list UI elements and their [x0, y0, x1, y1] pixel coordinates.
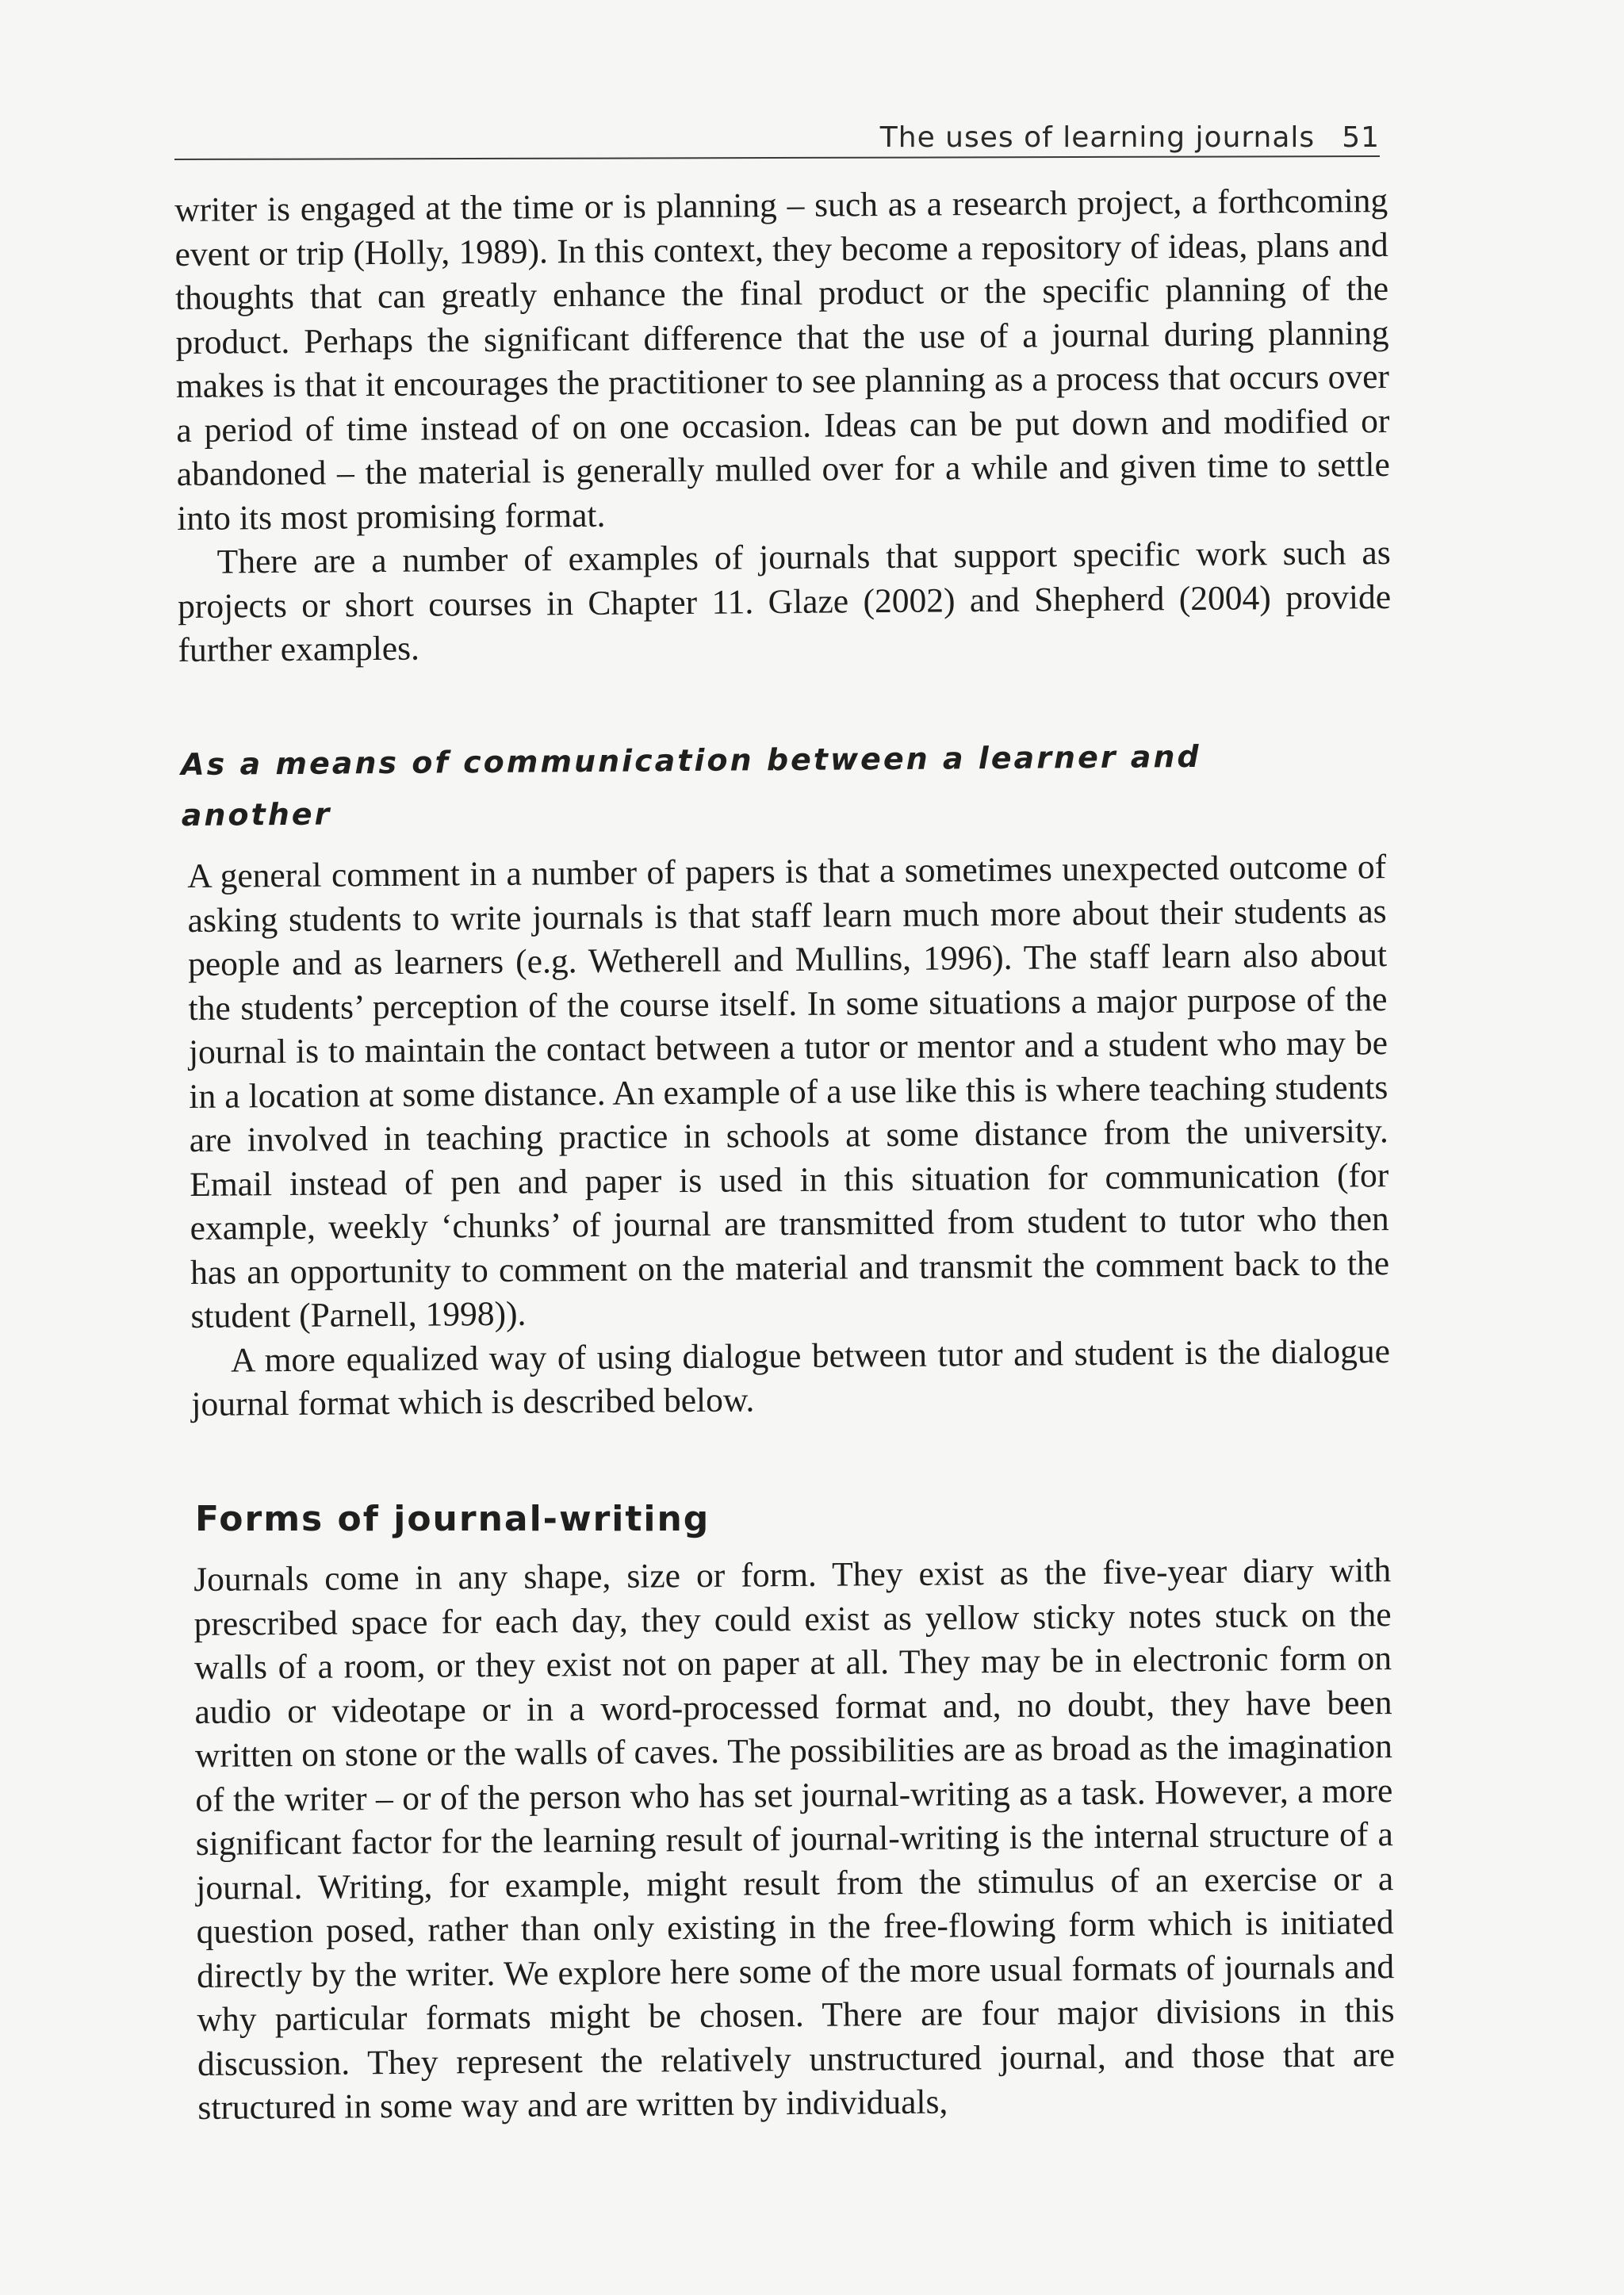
body-paragraph: A more equalized way of using dialogue between tutor and student is the dialogue journal format which is described below.: [191, 1331, 1391, 1423]
running-title: The uses of learning journals: [879, 121, 1316, 154]
body-paragraph: Journals come in any shape, size or form. They exist as the five-year diary with prescribed space for each day, they could exist as yellow sticky notes stuck on the walls of a room, or they exist not on paper at all. They may be in electronic form on audio or videotape or in a word-processed format and, no doubt, they have been written on stone or the walls of caves. The possibilities are as broad as the imagination of the writer – or of the person who has set journal-writing as a task. However, a more significant factor for the learning result of journal-writing is the internal structure of a journal. Writing, for example, might result from the stimulus of an exercise or a question posed, rather than only existing in the free-flowing form which is initiated directly by the writer. We explore here some of the more usual formats of journals and why particular formats might be chosen. There are four major divisions in this discussion. They represent the relatively unstructured journal, and those that are structured in some way and are written by individuals,: [193, 1551, 1396, 2127]
section-heading-forms: Forms of journal-writing: [195, 1499, 710, 1539]
running-header: [174, 102, 1380, 159]
body-paragraph: There are a number of examples of journals that support specific work such as projects or short courses in Chapter 11. Glaze (2002) and Shepherd (2004) provide further examples.: [177, 533, 1392, 669]
page-number: 51: [1342, 121, 1380, 154]
forms-section: [193, 1549, 1396, 2130]
section-heading-communication: [181, 730, 1292, 841]
heading-line: As a means of communication between a learner and: [181, 738, 1201, 782]
communication-section: [187, 845, 1391, 1427]
body-paragraph: writer is engaged at the time or is planning – such as a research project, a forthcoming event or trip (Holly, 1989). In this context, they become a repository of ideas, plans and thoughts that can greatly enhance the final product or the specific planning of the product. Perhaps the significant difference that the use of a journal during planning makes is that it encourages the practitioner to see planning as a process that occurs over a period of time instead of on one occasion. Ideas can be put down and modified or abandoned – the material is generally mulled over for a while and given time to settle into its most promising format.: [174, 181, 1390, 538]
intro-section: [174, 179, 1392, 672]
heading-line: another: [181, 796, 332, 833]
body-paragraph: A general comment in a number of papers is that a sometimes unexpected outcome of asking students to write journals is that staff learn much more about their students as people and as learners (e.g. Wetherell and Mullins, 1996). The staff learn also about the students’ perception of the course itself. In some situations a major purpose of the journal is to maintain the contact between a tutor or mentor and a student who may be in a location at some distance. An example of a use like this is where teaching students are involved in teaching practice in schools at some distance from the university. Email instead of pen and paper is used in this situation for communication (for example, weekly ‘chunks’ of journal are transmitted from student to tutor who then has an opportunity to comment on the material and transmit the comment back to the student (Parnell, 1998)).: [187, 848, 1390, 1335]
